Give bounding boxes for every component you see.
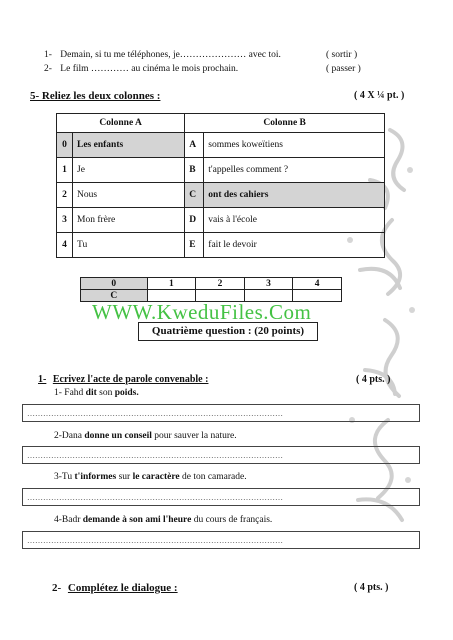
row-letter: D — [185, 208, 204, 233]
prompt-text: 3-Tu — [54, 472, 75, 482]
answer-header-cell: 3 — [244, 278, 293, 290]
sentence-number: 2- — [44, 64, 52, 74]
answer-header-cell: 0 — [81, 278, 148, 290]
column-a-cell: Tu — [73, 233, 185, 258]
row-number: 1 — [57, 158, 73, 183]
prompt-item — [54, 515, 272, 525]
section-5-score: ( 4 X ¼ pt. ) — [354, 90, 405, 101]
row-letter: A — [185, 133, 204, 158]
table-row — [57, 133, 385, 158]
section-5-title: 5- Reliez les deux colonnes : — [30, 90, 161, 102]
part-1-title — [38, 374, 208, 385]
column-a-cell: Les enfants — [73, 133, 185, 158]
prompt-bold: demande à son ami l'heure — [82, 515, 192, 525]
sentence-text: Demain, si tu me téléphones, je………………… avec toi. — [60, 50, 281, 60]
part-2-title — [52, 582, 178, 594]
row-letter: E — [185, 233, 204, 258]
part-heading: Ecrivez l'acte de parole convenable : — [52, 374, 209, 385]
verb-hint: ( sortir ) — [326, 50, 358, 60]
column-a-cell: Mon frère — [73, 208, 185, 233]
question-4-title: Quatrième question : (20 points) — [138, 322, 318, 341]
prompt-bold: poids. — [114, 388, 139, 398]
column-a-cell: Nous — [73, 183, 185, 208]
table-row — [57, 233, 385, 258]
prompt-text: son — [96, 388, 115, 398]
column-b-cell: ont des cahiers — [204, 183, 385, 208]
table-row — [57, 208, 385, 233]
table-row — [57, 183, 385, 208]
column-a-header: Colonne A — [57, 114, 185, 133]
sentence-2 — [44, 64, 238, 74]
answer-header-cell: 2 — [196, 278, 245, 290]
answer-header-cell: 1 — [147, 278, 196, 290]
row-letter: B — [185, 158, 204, 183]
row-number: 2 — [57, 183, 73, 208]
row-number: 0 — [57, 133, 73, 158]
answer-field[interactable]: …………………………………………………………………………………… — [22, 446, 420, 464]
column-b-header: Colonne B — [185, 114, 385, 133]
prompt-bold: donne un conseil — [84, 431, 152, 441]
matching-table — [56, 113, 385, 258]
prompt-item — [54, 431, 237, 441]
column-a-cell: Je — [73, 158, 185, 183]
column-b-cell: t'appelles comment ? — [204, 158, 385, 183]
verb-hint: ( passer ) — [326, 64, 361, 74]
row-number: 3 — [57, 208, 73, 233]
prompt-text: sur — [116, 472, 133, 482]
part-number: 2- — [52, 582, 62, 594]
part-heading: Complétez le dialogue : — [67, 582, 178, 594]
row-letter: C — [185, 183, 204, 208]
answer-field[interactable]: …………………………………………………………………………………… — [22, 404, 420, 422]
prompt-text: pour sauver la nature. — [151, 431, 237, 441]
prompt-item — [54, 472, 247, 482]
part-2-score: ( 4 pts. ) — [354, 582, 389, 593]
answer-field[interactable]: …………………………………………………………………………………… — [22, 488, 420, 506]
prompt-text: 4-Badr — [54, 515, 83, 525]
prompt-text: du cours de français. — [191, 515, 273, 525]
sentence-text: Le film ………… au cinéma le mois prochain. — [60, 64, 239, 74]
answer-cell: C — [81, 290, 148, 302]
column-b-cell: fait le devoir — [204, 233, 385, 258]
site-watermark: WWW.KweduFiles.Com — [92, 300, 312, 324]
row-number: 4 — [57, 233, 73, 258]
column-b-cell: sommes koweïtiens — [204, 133, 385, 158]
prompt-text: 1- Fahd — [54, 388, 86, 398]
column-b-cell: vais à l'école — [204, 208, 385, 233]
prompt-bold: le caractère — [132, 472, 180, 482]
prompt-text: de ton camarade. — [179, 472, 247, 482]
prompt-bold: t'informes — [74, 472, 117, 482]
prompt-text: 2-Dana — [54, 431, 85, 441]
answer-field[interactable]: …………………………………………………………………………………… — [22, 531, 420, 549]
table-row — [57, 158, 385, 183]
answer-header-cell: 4 — [293, 278, 342, 290]
sentence-number: 1- — [44, 50, 52, 60]
part-1-score: ( 4 pts. ) — [356, 374, 391, 385]
sentence-1 — [44, 50, 281, 60]
part-number: 1- — [38, 374, 47, 385]
answer-grid — [80, 277, 342, 302]
prompt-item — [54, 388, 139, 398]
prompt-bold: dit — [85, 388, 97, 398]
